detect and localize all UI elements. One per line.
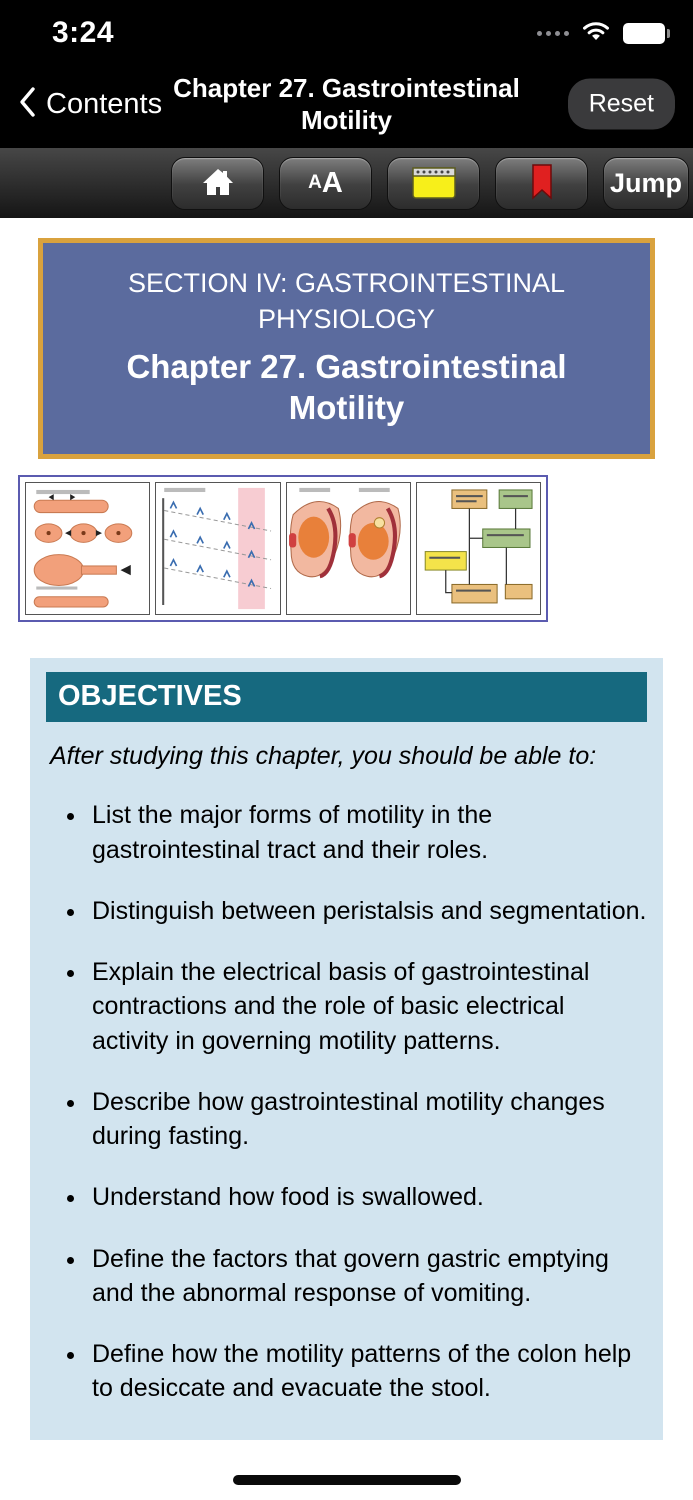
chapter-title-line1: Chapter 27. Gastrointestinal xyxy=(126,347,567,385)
objective-item: • List the major forms of motility in the gastrointestinal tract and their roles. xyxy=(88,798,647,867)
objective-item: • Define how the motility patterns of the colon help to desiccate and evacuate the stool. xyxy=(88,1337,647,1406)
objectives-list xyxy=(46,798,647,1405)
objectives-panel xyxy=(30,658,663,1439)
objective-item: • Explain the electrical basis of gastrointestinal contractions and the role of basic electrical activity in governing motility patterns. xyxy=(88,955,647,1058)
objectives-intro: After studying this chapter, you should be able to: xyxy=(50,742,597,771)
clock: 3:24 xyxy=(52,16,115,49)
section-title-line2: PHYSIOLOGY xyxy=(257,304,436,335)
battery-icon xyxy=(623,23,665,44)
notes-button[interactable] xyxy=(387,157,480,210)
figure-segmentation-thumbnail[interactable] xyxy=(25,482,150,615)
figure-thumbnail-strip xyxy=(18,475,548,622)
bookmark-button[interactable] xyxy=(495,157,588,210)
navigation-bar xyxy=(0,60,693,148)
home-icon xyxy=(201,167,235,200)
notes-icon xyxy=(411,163,457,204)
reset-button[interactable]: Reset xyxy=(568,79,675,130)
objective-item: • Distinguish between peristalsis and segmentation. xyxy=(88,894,647,928)
section-title xyxy=(55,265,638,338)
chapter-title xyxy=(55,346,638,429)
chevron-left-icon xyxy=(18,86,36,123)
page-title-line2: Motility xyxy=(301,105,392,135)
status-icons xyxy=(537,20,665,47)
figure-swallowing-thumbnail[interactable] xyxy=(286,482,411,615)
objective-item: • Understand how food is swallowed. xyxy=(88,1180,647,1214)
toolbar xyxy=(0,148,693,218)
bookmark-icon xyxy=(530,164,554,203)
status-bar xyxy=(0,0,693,60)
cellular-signal-icon xyxy=(537,31,569,36)
jump-button[interactable]: Jump xyxy=(603,157,689,210)
back-button[interactable] xyxy=(18,86,162,123)
home-indicator-handle[interactable] xyxy=(233,1475,461,1485)
chapter-header-banner xyxy=(38,238,655,459)
font-size-button[interactable] xyxy=(279,157,372,210)
font-size-big-a: A xyxy=(321,166,343,199)
figure-electrical-activity-thumbnail[interactable] xyxy=(155,482,280,615)
home-button[interactable] xyxy=(171,157,264,210)
objective-item: • Define the factors that govern gastric emptying and the abnormal response of vomiting. xyxy=(88,1242,647,1311)
chapter-title-line2: Motility xyxy=(288,389,405,427)
figure-flowchart-thumbnail[interactable] xyxy=(416,482,541,615)
objective-item: • Describe how gastrointestinal motility changes during fasting. xyxy=(88,1085,647,1154)
page-title-line1: Chapter 27. Gastrointestinal xyxy=(173,72,520,103)
page-title xyxy=(120,72,573,137)
wifi-icon xyxy=(581,20,611,47)
font-size-small-a: A xyxy=(308,172,322,193)
section-title-line1: SECTION IV: GASTROINTESTINAL xyxy=(127,268,566,298)
objectives-heading: OBJECTIVES xyxy=(46,672,647,722)
back-button-label: Contents xyxy=(46,87,163,120)
